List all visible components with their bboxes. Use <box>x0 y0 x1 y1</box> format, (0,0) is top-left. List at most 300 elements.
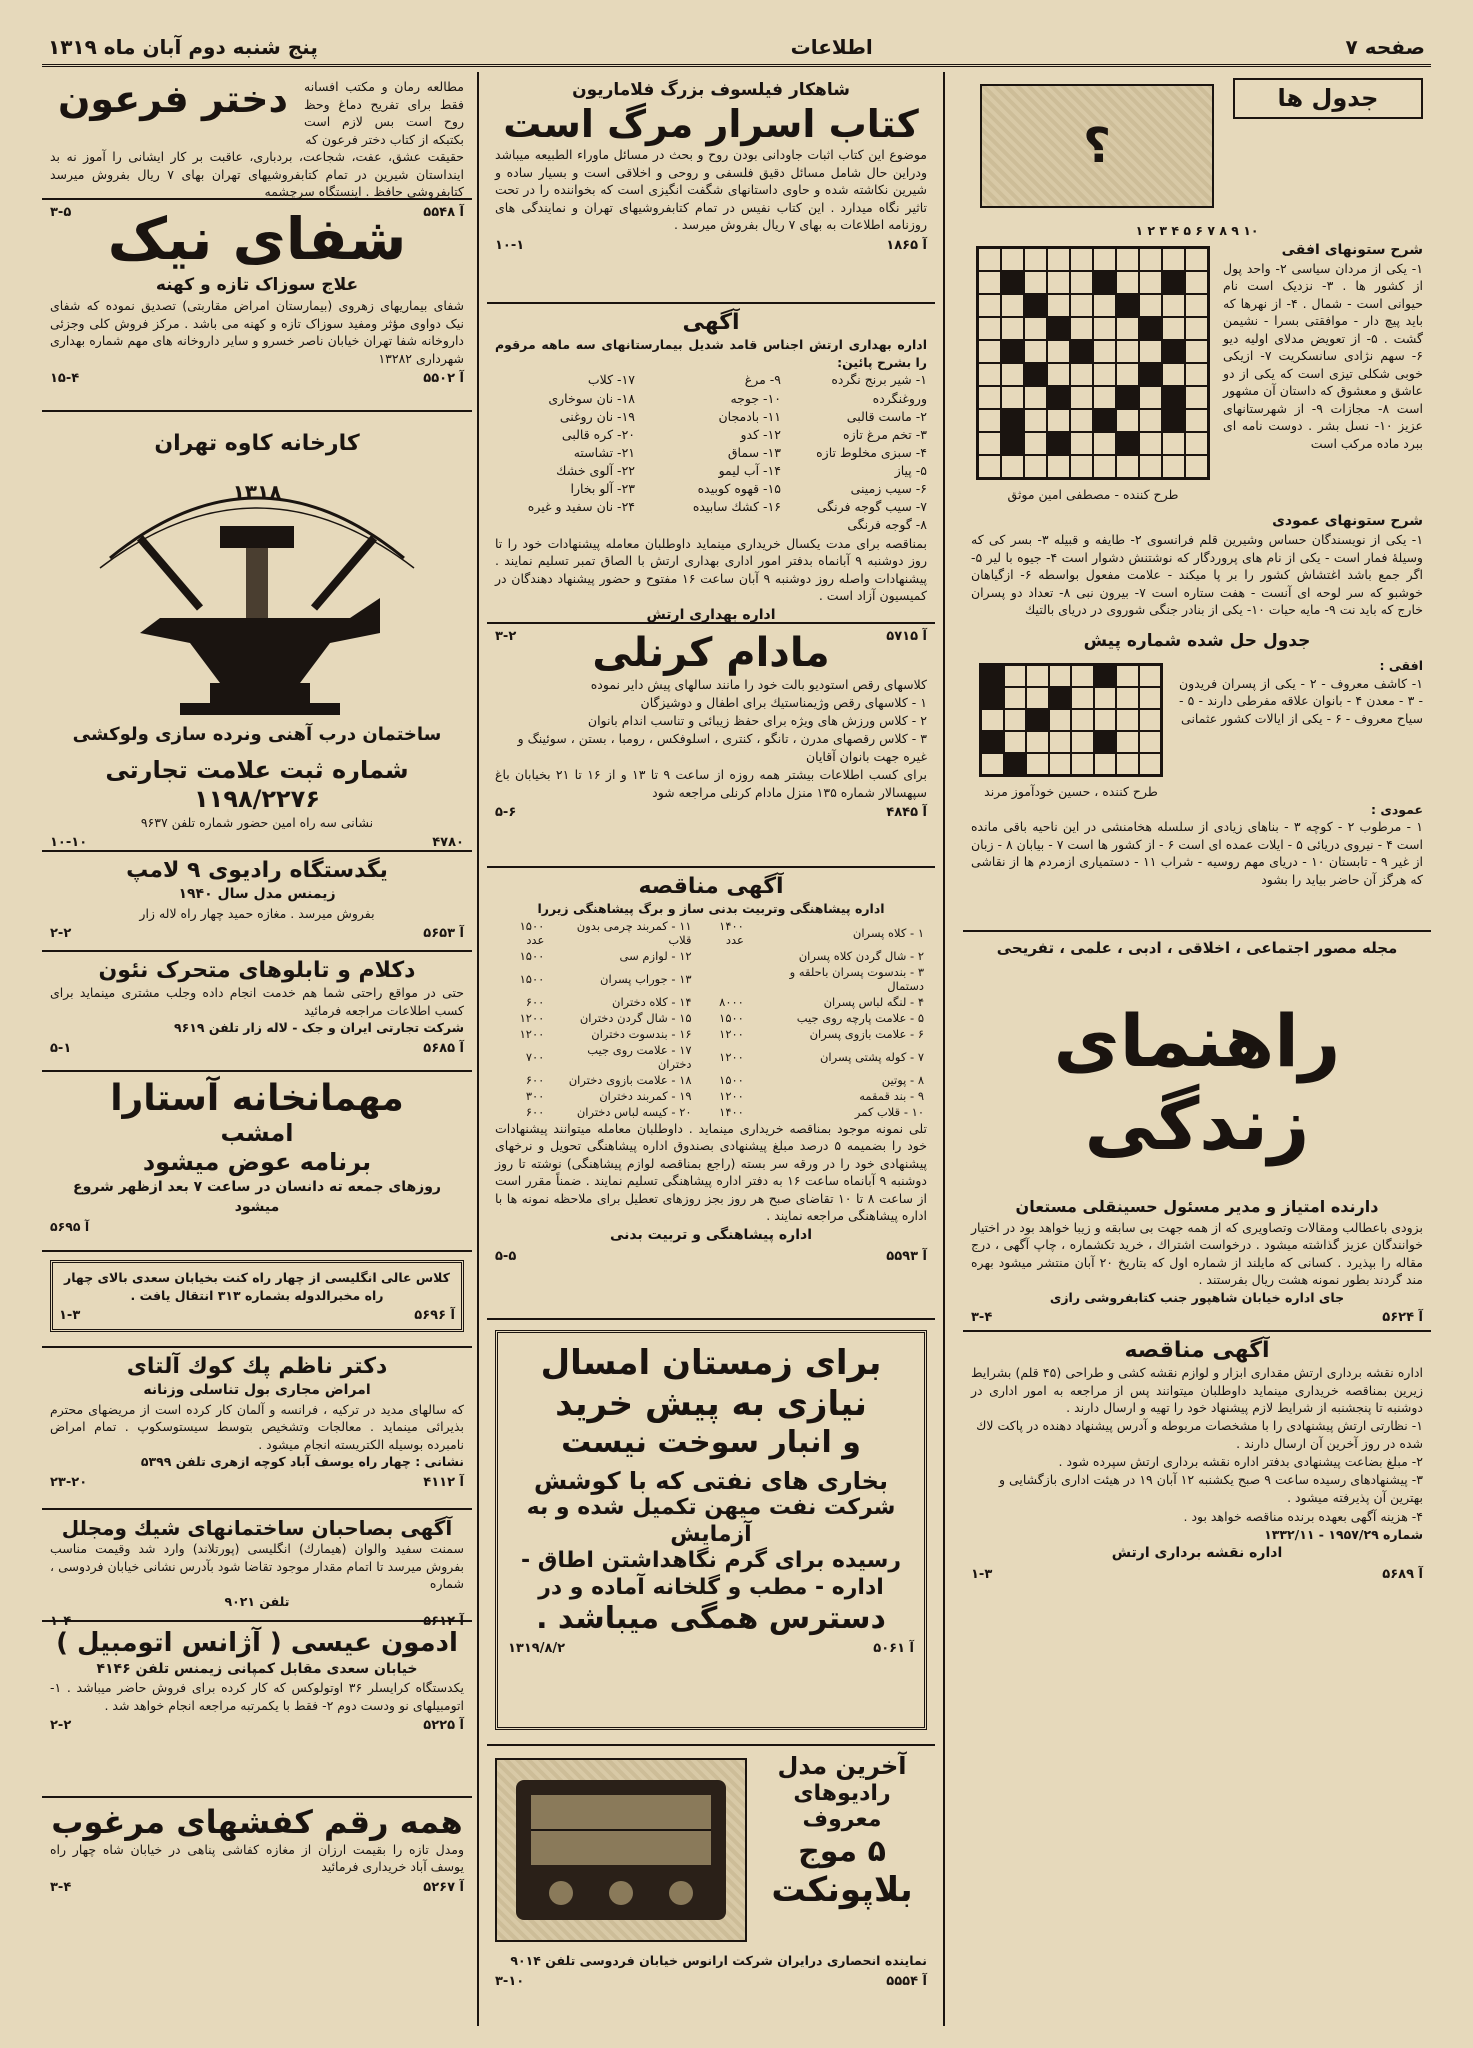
table-cell: ۱ - کلاه پسران <box>852 925 924 940</box>
column-middle <box>477 72 945 2026</box>
tender-body: اداره نقشه برداری ارتش مقداری ابزار و لوازم نقشه کشی و طراحی (۴۵ قلم) بشرایط زیرین بمناقصه خریداری مینماید داوطلبان میتوانند پس از مراجعه به امور اداری در دوشنبه تا پنجشنبه از شرایط لازم پیشنهاد خود را تهیه و ارسال دارند . <box>971 1365 1423 1416</box>
grid-cell <box>1139 432 1162 455</box>
ref-code: ۲۳-۲۰ <box>50 1474 88 1490</box>
army-item: ۱۷- کلاب <box>587 372 635 388</box>
table-cell: ۶۰۰ <box>525 1072 545 1087</box>
table-cell: ۳ - بندسوت پسران باحلقه و دستمال <box>789 964 924 993</box>
car-agency-title: ادمون عیسی ( آژانس اتومبیل ) <box>56 1628 458 1658</box>
army-items-col-1 <box>787 371 927 534</box>
army-item: ۹- مرغ <box>744 372 781 388</box>
grid-cell <box>1162 363 1185 386</box>
doctor-ad <box>42 1348 472 1510</box>
grid-cell <box>1093 271 1116 294</box>
table-cell: ۴ - لنگه لباس پسران <box>823 994 924 1009</box>
grid-cell <box>1116 455 1139 478</box>
grid-cell <box>1026 665 1049 687</box>
tender-condition: ۳- پیشنهادهای رسیده ساعت ۹ صبح یکشنبه ۱۲ آبان ۱۹ در هیئت اداری بازگشایی و بهترین آن پذیرفته میشود . <box>998 1472 1423 1506</box>
radio-sale-subtitle: زیمنس مدل سال ۱۹۴۰ <box>178 886 336 903</box>
ref-number: ۴۷۸۰ <box>432 835 464 851</box>
grid-cell <box>1001 317 1024 340</box>
table-cell: ۷ - کوله پشتی پسران <box>819 1049 924 1064</box>
grid-cell <box>978 294 1001 317</box>
army-ad-title: آگهی <box>682 310 740 335</box>
ref-code: ۳-۴ <box>50 1879 72 1895</box>
grid-cell <box>1024 386 1047 409</box>
cement-phone: تلفن ۹۰۲۱ <box>224 1593 290 1609</box>
grid-cell <box>1162 271 1185 294</box>
grid-cell <box>1139 386 1162 409</box>
english-class-ref <box>59 1308 455 1323</box>
table-cell: ۱۵۰۰ عدد <box>519 918 545 947</box>
scout-tender-ad <box>487 868 935 1320</box>
book-kicker: شاهکار فیلسوف بزرگ فلاماریون <box>572 80 850 100</box>
army-item: ۷- سیب گوجه فرنگی <box>816 499 927 515</box>
grid-cell <box>1004 687 1027 709</box>
madam-class-item: ۱ - کلاسهای رقص وژیمناستیك برای اطفال و دوشیزگان <box>640 694 927 710</box>
grid-cell <box>1185 363 1208 386</box>
radio-sale-ref <box>50 926 464 941</box>
grid-cell <box>1024 248 1047 271</box>
table-cell: ۱۲۰۰ <box>719 1088 744 1103</box>
vertical-clues-heading: شرح ستونهای عمودی <box>1272 513 1423 529</box>
table-cell: ۳۰۰ <box>525 1088 545 1103</box>
ref-code: ۱۵-۴ <box>50 371 80 387</box>
crossword-grid <box>976 246 1210 480</box>
table-cell: ۱۹ - کمربند دختران <box>599 1088 692 1103</box>
grid-cell <box>1094 709 1117 731</box>
grid-cell <box>1070 317 1093 340</box>
grid-cell <box>1185 409 1208 432</box>
grid-cell <box>1185 340 1208 363</box>
table-cell: ۹ - بند قمقمه <box>859 1088 924 1103</box>
doctor-body: که سالهای مدید در ترکیه ، فرانسه و آلمان کار کرده است از مریضهای محترم بذیرائی مینماید . معالجات وتشخیص بتوسط سیستوسکوپ . تمام امراض نامبرده بوسیله الکتریسته انجام میشود . <box>50 1401 464 1452</box>
army-item: ۱۵- قهوه کوبیده <box>697 481 781 497</box>
table-row <box>495 1088 927 1104</box>
pharaoh-title: دختر فرعون <box>57 77 288 121</box>
grid-cell <box>1047 340 1070 363</box>
grid-cell <box>1070 455 1093 478</box>
columns <box>42 72 1431 2026</box>
grid-cell <box>1185 455 1208 478</box>
grid-cell <box>1026 687 1049 709</box>
tender-ref-number: شماره ۱۹۵۷/۲۹ - ۱۳۳۲/۱۱ <box>1264 1526 1423 1542</box>
kaveh-trademark: شماره ثبت علامت تجارتی ۱۱۹۸/۲۲۷۶ <box>105 756 409 813</box>
ref-code: ۵-۶ <box>495 805 517 820</box>
grid-cell <box>1001 363 1024 386</box>
page-number: صفحه ۷ <box>1345 35 1425 59</box>
grid-cell <box>978 248 1001 271</box>
shefa-body: شفای بیماریهای زهروی (بیمارستان امراض مقاربتی) تصدیق نموده که شفای نیک دواوی مؤثر ومفید سوزاک تازه و کهنه می باشد . مرکز فروش کلی وجزئی داروخانه شفا تهران خیابان ناصر خسرو و سایر داروخانه های مهم شماره بهداری شهرداری ۱۳۲۸۲ <box>50 298 464 366</box>
army-health-ad <box>487 304 935 644</box>
army-item: ۲۴- نان سفید و غیره <box>527 499 635 515</box>
table-cell: ۶ - علامت بازوی پسران <box>809 1026 924 1041</box>
car-agency-body: یکدستگاه کرایسلر ۳۶ اوتولوکس که کار کرده برای فروش حاضر میباشد . ۱- اتومبیلهای نو ودست دوم ۲- فقط با یکمرتبه مراجعه انجام خواهد شد . <box>50 1680 464 1713</box>
grid-cell <box>1116 294 1139 317</box>
grid-cell <box>1001 386 1024 409</box>
kaveh-year: ۱۳۱۸ <box>232 480 282 504</box>
table-row <box>495 1026 927 1042</box>
radio-line-3: ۵ موج <box>798 1833 886 1869</box>
kaveh-ref <box>50 835 464 850</box>
anvil-tools-icon <box>50 418 464 748</box>
grid-cell <box>1139 363 1162 386</box>
tender-condition: ۴- هزینه آگهی بعهده برنده مناقصه خواهد بود . <box>1183 1508 1423 1524</box>
army-ad-body: بمناقصه برای مدت یکسال خریداری مینماید داوطلبان معامله پیشنهادات خود را تا روز دوشنبه ۹ آبانماه بدفتر امور اداری بهداری ارتش با الصاق تمبر تسلیم نمایند . پیشنهادات واصله روز دوشنبه ۹ آبان ساعت ۱۶ مفتوح و حضور پیشنهاد دهندگان در کمیسیون آزاد است . <box>495 535 927 604</box>
ref-number: آ ۵۰۶۱ <box>873 1640 914 1656</box>
grid-cell <box>981 665 1004 687</box>
grid-cell <box>1139 248 1162 271</box>
army-item: ۱۴- آب لیمو <box>718 463 781 479</box>
ref-number: آ ۵۲۶۷ <box>423 1879 464 1895</box>
solved-horizontal-heading: افقی : <box>1379 658 1423 674</box>
madam-body-2: برای کسب اطلاعات بیشتر همه روزه از ساعت ۹ تا ۱۳ و از ۱۶ تا ۲۱ بخیابان باغ سپهسالار شماره ۱۳۵ منزل مادام کرنلی مراجعه شود <box>495 767 928 800</box>
army-items-col-2 <box>641 371 781 534</box>
ref-code: ۵-۱ <box>50 1040 72 1056</box>
english-class-frame <box>50 1260 464 1332</box>
grid-cell <box>978 271 1001 294</box>
table-cell: ۸۰۰۰ <box>719 994 744 1009</box>
grid-cell <box>1139 731 1162 753</box>
army-item: ۳- تخم مرغ تازه <box>843 426 927 442</box>
astara-program: برنامه عوض میشود <box>142 1148 372 1177</box>
shefa-title: شفای نیک <box>107 205 407 273</box>
table-cell: ۱۵۰۰ <box>719 1072 744 1087</box>
ref-code: ۲-۲ <box>50 1718 72 1734</box>
grid-cell <box>1116 386 1139 409</box>
cement-title: آگهی بصاحبان ساختمانهای شیك ومجلل <box>61 1516 453 1540</box>
ref-number: آ ۵۵۰۲ <box>423 371 464 387</box>
heater-line-4: بخاری های نفتی که با کوشش <box>534 1466 888 1495</box>
grid-cell <box>1139 665 1162 687</box>
ref-code: ۱۳۱۹/۸/۲ <box>508 1640 566 1656</box>
kaveh-factory-ad <box>42 412 472 852</box>
table-cell: ۱۲ - لوازم سی <box>619 948 692 963</box>
magazine-body: بزودی باعطالب ومقالات وتصاویری که از همه جهت بی سابقه و زیبا خواهد بود در اختیار خوانندگان عزیز گذاشته میشود . درخواست اشتراك ، خرید تكشماره ، چاپ آگهی ، درج مقاله را بپذیرد . کسانی که مایلند از شماره اول که بتاریخ ۲۰ آبان منتشر میشود بهره مند گردند بطور نمونه هشت ریال بفرستند . <box>971 1219 1423 1288</box>
table-row <box>495 948 927 964</box>
army-item: ۱۲- کدو <box>740 426 781 442</box>
ref-code: ۳-۴ <box>971 1310 993 1326</box>
ref-code: ۱۰-۱۰ <box>50 835 88 851</box>
ref-number: آ ۵۶۱۲ <box>423 1614 464 1629</box>
table-cell: ۱۸ - علامت بازوی دختران <box>568 1072 692 1087</box>
book-body: موضوع این کتاب اثبات جاودانی بودن روح و بحث در مسائل ماوراء الطبیعه میباشد ودراین حال شامل مسائل دقیق فلسفی و روحی و اخلاقی است و بسیار ساده و شیرین نکاشته شده و حاوی داستانهای شگفت انگیزی است که بخواننده را در تحت تاثیر نگاه میدارد . این کتاب نفیس در تمام کتابفروشیهای تهران و نمایندگی های روزنامه اطلاعات به بهای ۷ ریال بفروش میرسد . <box>495 147 927 233</box>
heater-line-6: رسیده برای گرم نگاهداشتن اطاق - <box>520 1548 902 1574</box>
scout-tender-ref <box>495 1249 927 1264</box>
grid-cell <box>1004 665 1027 687</box>
grid-cell <box>1071 687 1094 709</box>
radio-line-4: بلاپونکت <box>771 1869 913 1910</box>
grid-cell <box>978 455 1001 478</box>
table-cell: ۱۷ - علامت روی جیب دختران <box>587 1042 692 1071</box>
grid-cell <box>1139 317 1162 340</box>
grid-cell <box>1001 248 1024 271</box>
question-mark-icon: ؟ <box>1083 118 1111 174</box>
grid-cell <box>1162 317 1185 340</box>
solved-crossword-title: جدول حل شده شماره پیش <box>1083 630 1311 651</box>
grid-cell <box>1094 753 1117 775</box>
grid-cell <box>978 317 1001 340</box>
grid-cell <box>1116 409 1139 432</box>
car-agency-address: خیابان سعدی مقابل کمپانی زیمنس تلفن ۴۱۴۶ <box>96 1661 418 1678</box>
radio-sale-title: یگدستگاه رادیوی ۹ لامپ <box>126 858 388 883</box>
mapping-tender-ad <box>963 1332 1431 2022</box>
grid-cell <box>1024 317 1047 340</box>
grid-cell <box>1049 731 1072 753</box>
table-cell: ۱۲۰۰ <box>719 1049 744 1064</box>
heater-line-7: اداره - مطب و گلخانه آماده و در <box>538 1574 884 1600</box>
kaveh-arc-text: کارخانه کاوه تهران <box>154 431 360 456</box>
ref-number: آ ۵۵۵۴ <box>886 1973 927 1989</box>
horizontal-clues-heading: شرح ستونهای افقی <box>1281 241 1423 258</box>
table-cell: ۶۰۰ <box>525 1104 545 1119</box>
grid-cell <box>1094 665 1117 687</box>
army-item: ۱۹- نان روغنی <box>559 408 635 424</box>
table-cell: ۱۵۰۰ <box>519 948 545 963</box>
shoes-ref <box>50 1880 464 1895</box>
grid-cell <box>981 709 1004 731</box>
ref-number: آ ۵۷۱۵ <box>886 628 927 644</box>
column-right <box>963 72 1431 2026</box>
table-cell <box>695 964 747 994</box>
grid-cell <box>1049 709 1072 731</box>
army-item: ۱۳- سماق <box>727 444 781 460</box>
grid-cell <box>1071 731 1094 753</box>
neon-body: حتی در مواقع راحتی شما هم خدمت انجام داده وجلب مشتری مینماید برای کسب اطلاعات مراجعه فرمائید <box>50 985 464 1018</box>
table-cell: ۸ - پوتین <box>881 1072 924 1087</box>
heater-line-8: دسترس همگی میباشد . <box>536 1600 886 1636</box>
grid-cell <box>1093 363 1116 386</box>
grid-cell <box>1047 409 1070 432</box>
solved-horizontal-clues: ۱- کاشف معروف - ۲ - یکی از پسران فریدون - ۳ - معدن ۴ - بانوان علاقه مفرطی دارند - ۵ - سیاح معروف - ۶ - یکی از ایالات کشور عثمانی <box>1179 675 1423 726</box>
grid-cell <box>1024 409 1047 432</box>
grid-cell <box>1139 455 1162 478</box>
heater-line-2: نیازی به پیش خرید <box>555 1383 867 1424</box>
crossword-designer: طرح کننده - مصطفی امین موثق <box>1007 486 1179 502</box>
grid-cell <box>1024 340 1047 363</box>
grid-cell <box>1001 294 1024 317</box>
tender-ref <box>971 1567 1423 1582</box>
ref-code: ۱۰-۱ <box>495 237 525 253</box>
ref-number: آ ۱۸۶۵ <box>886 237 927 253</box>
grid-cell <box>1093 386 1116 409</box>
grid-cell <box>1001 340 1024 363</box>
astara-title: مهمانخانه آستارا <box>110 1078 404 1119</box>
grid-cell <box>1047 248 1070 271</box>
grid-cell <box>1185 317 1208 340</box>
radio-ref <box>495 1974 927 1989</box>
grid-cell <box>1071 753 1094 775</box>
table-cell: ۱۰ - قلاب کمر <box>854 1104 924 1119</box>
couple-illustration <box>980 84 1214 208</box>
army-item: ۲۱- تشاسته <box>573 444 635 460</box>
heater-line-1: برای زمستان امسال <box>540 1343 882 1383</box>
grid-cell <box>1004 731 1027 753</box>
army-item: ۶- سیب زمینی <box>850 481 927 497</box>
grid-cell <box>1001 432 1024 455</box>
shefa-subtitle: علاج سوزاک تازه و کهنه <box>155 274 359 295</box>
table-cell: ۱۴۰۰ <box>719 1104 744 1119</box>
magazine-kicker: مجله مصور اجتماعی ، اخلاقی ، ادبی ، علمی ، تفریحی <box>996 939 1398 957</box>
grid-cell <box>1139 271 1162 294</box>
madam-ref <box>495 805 927 820</box>
table-cell: ۱۲۰۰ <box>519 1026 545 1041</box>
book-ref <box>495 238 927 253</box>
grid-cell <box>1024 363 1047 386</box>
neon-ref <box>50 1041 464 1056</box>
shoes-title: همه رقم کفشهای مرغوب <box>51 1803 463 1841</box>
army-item: ۱۸- نان سوخاری <box>548 390 635 406</box>
pharaoh-intro: مطالعه رمان و مکتب افسانه فقط برای تفریح دماغ وحظ روح است بس لازم است بکتبکه از کتاب دختر فرعون که <box>304 79 464 147</box>
radio-set-icon <box>511 1775 731 1925</box>
crossword-section <box>963 72 1431 932</box>
ref-code: ۱-۳ <box>59 1308 81 1323</box>
grid-cell <box>1070 294 1093 317</box>
table-cell <box>695 948 747 964</box>
doctor-name: دکتر ناظم پك كوك آلتای <box>126 1354 388 1379</box>
ref-number: آ ۵۵۴۸ <box>423 204 464 220</box>
grid-cell <box>1139 687 1162 709</box>
army-item: ۱- شیر برنج نگرده وروغنگرده <box>831 372 927 406</box>
vertical-clues: ۱- یکی از نویسندگان حساس وشیرین قلم فرانسوی ۲- طایفه و قبیله ۳- بسر کی که وسیلهٔ فمار است - یکی از نام های پروردگار که نوشتنش دشوار است ۴- جیوه با لیر ۵- اگر جمع باشد اغتشاش کشور را بر پا میکند - علامت مفعول بواسطه ۶- ازگیاهان خوشبو که سر لوحه ای آنست - هفت ستاره است ۷- بیرون نبی ۸- تعداد دو پسران خارج که باید نت ۹- مایه حیات ۱۰- یکی از بنادر جنگی شوروی در دریای بالتیك <box>971 532 1424 618</box>
book-ad <box>487 72 935 304</box>
grid-cell <box>1093 455 1116 478</box>
grid-cell <box>1139 709 1162 731</box>
kaveh-tagline: ساختمان درب آهنی ونرده سازی ولوکشی <box>72 723 442 745</box>
table-cell: ۱۴۰۰ عدد <box>719 918 744 947</box>
grid-cell <box>1162 432 1185 455</box>
grid-cell <box>1071 709 1094 731</box>
grid-cell <box>1070 386 1093 409</box>
grid-cell <box>1071 665 1094 687</box>
horizontal-clues: ۱- یکی از مردان سیاسی ۲- واحد پول از کشور ها . ۳- نزدیک است نام حیوانی است - شمال . ۴- از نهرها که باید پیچ دار - موافقتی بسرا - نشیمن گشت . ۵- از تعویض مدلای اولیه دیو ۶- سهم نژادی سانسکریت ۷- ازیکی خوبی شکلی تیزی است که یکی از دو عاشق و معشوق که داستان آن مشهور است ۸- مجازات ۹- از شهرستانهای عزیز ۱۰- نسل بشر . دوست نامه ای ببرد ماده مرکب است <box>1223 260 1424 451</box>
grid-cell <box>1162 248 1185 271</box>
ref-code: ۳-۵ <box>50 204 72 220</box>
doctor-specialty: امراض مجاری بول تناسلی وزنانه <box>143 1382 371 1399</box>
table-row <box>495 1072 927 1088</box>
grid-cell <box>1094 731 1117 753</box>
solved-crossword-designer: طرح کننده ، حسین خودآموز مرند <box>984 784 1158 800</box>
grid-cell <box>1116 340 1139 363</box>
car-agency-ad <box>42 1622 472 1798</box>
grid-cell <box>1116 363 1139 386</box>
grid-cell <box>1026 731 1049 753</box>
ref-code: ۲-۲ <box>50 926 72 942</box>
ref-number: آ ۵۶۹۶ <box>414 1308 455 1323</box>
grid-cell <box>1116 731 1139 753</box>
grid-cell <box>978 432 1001 455</box>
grid-cell <box>1047 317 1070 340</box>
magazine-address: جای اداره خیابان شاهپور جنب کتابفروشی رازی <box>1049 1289 1345 1305</box>
heater-line-3: و انبار سوخت نیست <box>561 1424 861 1460</box>
grid-cell <box>1093 409 1116 432</box>
grid-cell <box>1162 455 1185 478</box>
grid-cell <box>1070 248 1093 271</box>
grid-cell <box>1047 432 1070 455</box>
heater-ad <box>487 1320 935 1746</box>
table-cell: ۱۵۰۰ <box>519 971 545 986</box>
grid-cell <box>1139 340 1162 363</box>
doctor-ref <box>50 1475 464 1490</box>
solved-vertical-heading: عمودی : <box>1371 801 1423 817</box>
heater-ref <box>508 1641 914 1656</box>
table-row <box>495 1010 927 1026</box>
pharaoh-daughter-ad <box>42 72 472 220</box>
cement-ad <box>42 1510 472 1629</box>
grid-cell <box>1185 432 1208 455</box>
table-cell: ۲ - شال گردن کلاه پسران <box>798 948 924 963</box>
madam-classes-list <box>495 694 927 767</box>
scout-tender-signature: اداره پیشاهنگی و تربیت بدنی <box>609 1226 813 1243</box>
grid-cell <box>1026 709 1049 731</box>
masthead <box>42 30 1431 67</box>
army-item: ۱۶- کشك سابیده <box>692 499 781 515</box>
grid-cell <box>1001 409 1024 432</box>
army-items-col-3 <box>495 371 635 534</box>
grid-cell <box>1047 455 1070 478</box>
grid-cell <box>978 363 1001 386</box>
ref-number: آ ۵۲۲۵ <box>423 1718 464 1734</box>
grid-column-numbers: ۱ ۲ ۳ ۴ ۵ ۶ ۷ ۸ ۹ ۱۰ <box>1135 223 1259 238</box>
madam-body: کلاسهای رقص استودیو بالت خود را مانند سالهای پیش دایر نموده <box>590 677 927 692</box>
table-cell: ۱۴ - کلاه دختران <box>612 994 692 1009</box>
scout-tender-intro: اداره پیشاهنگی وتربیت بدنی ساز و برگ پیشاهنگی زیررا <box>537 901 885 917</box>
table-cell: ۶۰۰ <box>525 994 545 1009</box>
radio-line-2: رادیوهای معروف <box>793 1780 891 1833</box>
army-item: ۲۳- آلو بخارا <box>570 481 635 497</box>
table-cell: ۱۶ - بندسوت دختران <box>591 1026 692 1041</box>
grid-cell <box>1116 687 1139 709</box>
heater-ad-frame <box>495 1330 927 1730</box>
grid-cell <box>981 731 1004 753</box>
table-row <box>495 918 927 948</box>
table-row <box>495 964 927 994</box>
grid-cell <box>1093 317 1116 340</box>
grid-cell <box>1049 753 1072 775</box>
shefa-nik-ad <box>42 200 472 412</box>
grid-cell <box>1162 386 1185 409</box>
grid-cell <box>1185 386 1208 409</box>
english-class-body: کلاس عالی انگلیسی از چهار راه کنت بخیابان سعدی بالای چهار راه مخبرالدوله بشماره ۳۱۳ انتقال یافت . <box>64 1270 450 1303</box>
grid-cell <box>1162 409 1185 432</box>
magazine-ref <box>971 1310 1423 1325</box>
grid-cell <box>981 753 1004 775</box>
ref-code: ۳-۲ <box>495 628 517 644</box>
madam-class-item: ۳ - کلاس رقصهای مدرن ، تانگو ، کنتری ، اسلوفکس ، رومبا ، بستن ، سوئینگ و غیره جهت بانوان آقایان <box>517 730 927 764</box>
column-left <box>42 72 472 2026</box>
army-item: ۴- سبزی مخلوط تازه <box>816 444 927 460</box>
tender-signature: اداره نقشه برداری ارتش <box>1111 1545 1283 1562</box>
radio-illustration <box>495 1758 747 1942</box>
grid-cell <box>978 386 1001 409</box>
english-class-ad <box>42 1252 472 1348</box>
radio-sale-ad <box>42 852 472 952</box>
army-item: ۵- پیاز <box>894 463 927 479</box>
grid-cell <box>1139 294 1162 317</box>
ref-number: آ ۵۶۸۹ <box>1382 1567 1423 1583</box>
table-row <box>495 994 927 1010</box>
grid-cell <box>1070 409 1093 432</box>
grid-cell <box>1070 432 1093 455</box>
grid-cell <box>1162 340 1185 363</box>
neon-company: شرکت تجارتی ایران و جک - لاله زار تلفن ۹۶۱۹ <box>174 1020 464 1036</box>
neon-title: دکلام و تابلوهای متحرک نئون <box>98 958 416 983</box>
army-ad-signature: اداره بهداری ارتش <box>646 606 776 623</box>
army-item: ۲۰- کره قالبی <box>561 426 635 442</box>
madam-class-item: ۲ - کلاس ورزش های ویژه برای حفظ زیبائی و تناسب اندام بانوان <box>587 712 927 728</box>
astara-tonight: امشب <box>220 1119 294 1148</box>
grid-cell <box>1116 248 1139 271</box>
table-row <box>495 1104 927 1120</box>
